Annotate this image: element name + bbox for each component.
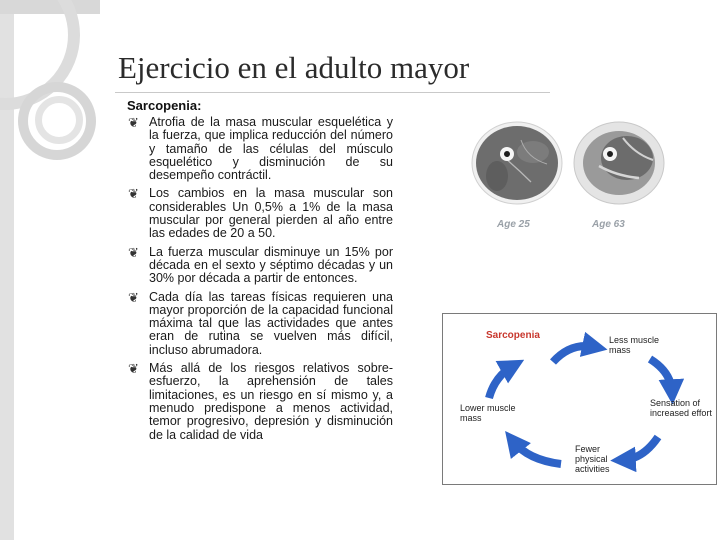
cycle-arrow-upleft xyxy=(489,366,513,398)
bullet-item xyxy=(127,362,393,442)
mri-thigh-comparison-image xyxy=(467,118,711,240)
mri-label-young: Age 25 xyxy=(497,219,530,230)
cycle-arrow-right xyxy=(650,359,672,392)
bullet-item xyxy=(127,291,393,357)
bullet-text: Atrofia de la masa muscular esquelética y la fuerza, que implica reducción del número y tamaño de las células del músculo esquelético y disminución de su desempeño contráctil. xyxy=(149,115,393,183)
cycle-node-increased-effort: Sensation of increased effort xyxy=(650,398,712,418)
bullet-text: La fuerza muscular disminuye un 15% por década en el sexto y séptimo décadas y un 30% por década a partir de entonces. xyxy=(149,244,393,286)
bullet-item xyxy=(127,187,393,240)
cycle-title: Sarcopenia xyxy=(486,330,540,341)
cycle-node-fewer-activities: Fewer physical activities xyxy=(575,444,610,474)
cycle-node-less-muscle-mass: Less muscle mass xyxy=(609,335,660,355)
decorative-ring-small xyxy=(35,96,83,144)
leaf-bullet-icon: ❦ xyxy=(128,361,139,377)
bullet-text: Más allá de los riesgos relativos sobre-esfuerzo, la aprehensión de tales limitaciones, es un riesgo en sí mismo y, a menudo predispone a menos actividad, temor progresivo, depresión y disminución de la calidad de vida xyxy=(149,361,393,442)
title-underline xyxy=(115,92,550,93)
bullet-item xyxy=(127,246,393,286)
leaf-bullet-icon: ❦ xyxy=(128,186,139,202)
bullet-text: Los cambios en la masa muscular son considerables Un 0,5% a 1% de la masa muscular por general pierden al año entre las edades de 20 a 50. xyxy=(149,186,393,241)
slide-title: Ejercicio en el adulto mayor xyxy=(118,50,470,85)
leaf-bullet-icon: ❦ xyxy=(128,115,139,130)
leaf-bullet-icon: ❦ xyxy=(128,289,139,305)
mri-label-older: Age 63 xyxy=(592,219,625,230)
section-heading: Sarcopenia: xyxy=(127,98,202,113)
sarcopenia-cycle-diagram xyxy=(442,313,717,485)
bullet-item xyxy=(127,116,393,182)
bullet-text: Cada día las tareas físicas requieren una mayor proporción de la capacidad funcional máxima tal que las actividades que antes eran de rutina se vuelven más difícil, incluso abrumadora. xyxy=(149,289,393,357)
mri-young-thigh xyxy=(472,122,562,204)
cycle-node-lower-muscle-mass: Lower muscle mass xyxy=(460,403,516,423)
slide-body xyxy=(127,98,393,442)
bullet-list xyxy=(127,116,393,442)
cycle-arrow-left xyxy=(513,441,561,464)
leaf-bullet-icon: ❦ xyxy=(128,244,139,260)
cycle-arrow-top xyxy=(553,346,595,362)
mri-older-thigh xyxy=(574,122,664,204)
